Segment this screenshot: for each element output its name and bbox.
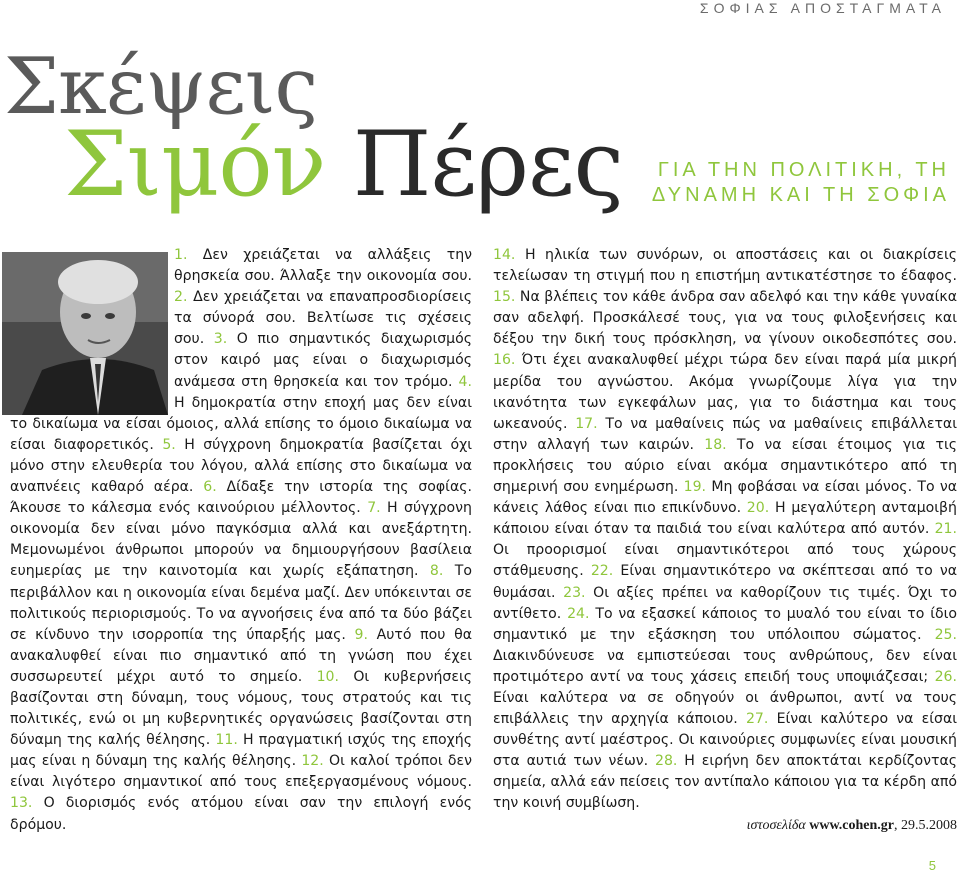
thought-4: 4. Η δημοκρατία στην εποχή μας δεν είναι το δικαίωμα να είσαι όμοιος, αλλά επίσης το όμοιο δικαίωμα να είσαι διαφορετικός. [10, 373, 472, 453]
thought-9: 9. Αυτό που θα ανακαλυφθεί είναι πιο σημαντικό από τη γνώση που έχει συσσωρευτεί μέχρι αυτό το σημείο. [10, 626, 472, 685]
thought-27: 27. Είναι καλύτερο να είσαι συνθέτης αντί μαέστρος. Οι καινούριες συμφωνίες είναι μουσική στα αυτιά των νέων. [493, 711, 958, 770]
thought-21: 21. Οι προορισμοί είναι σημαντικότεροι από τους χώρους στάθμευσης. [493, 521, 958, 580]
thought-6: 6. Δίδαξε την ιστορία της σοφίας. Άκουσε το κάλεσμα ενός καινούριου μέλλοντος. [10, 479, 472, 517]
thought-28: 28. Η ειρήνη δεν αποκτάται κερδίζοντας σημεία, αλλά εάν πείσεις τον αντίπαλο κάποιου για τα κέρδη από την κοινή συμβίωση. [493, 753, 958, 812]
thought-10: 10. Οι κυβερνήσεις βασίζονται στη δύναμη, τους νόμους, τους στρατούς και τις πολιτικές, ενώ οι μη κυβερνητικές οργανώσεις βασίζονται στη δύναμη της καλής θέλησης. [10, 668, 472, 749]
section-label: ΣΟΦΙΑΣ ΑΠΟΣΤΑΓΜΑΤΑ [699, 0, 946, 16]
thought-20: 20. Η μεγαλύτερη ανταμοιβή κάποιου είναι όταν τα παιδιά του είναι καλύτερα από αυτόν. [493, 500, 957, 538]
thought-24: 24. Το να εξασκεί κάποιος το μυαλό του είναι το ίδιο σημαντικό με την εξάσκηση του υπόλοιπου σώματος. [493, 605, 958, 643]
thought-15: 15. Να βλέπεις τον κάθε άνδρα σαν αδελφό και την κάθε γυναίκα σαν αδελφή. Προσκάλεσέ τους, για να τους φιλοξενήσεις και δέξου την δική τους πρόσκληση, να γίνουν οικοδεσπότες σου. [493, 289, 957, 348]
thought-5: 5. Η σύγχρονη δημοκρατία βασίζεται όχι μόνο στην ελευθερία του λόγου, αλλά επίσης στο δικαίωμα να αναπνέεις καθαρό αέρα. [10, 436, 472, 496]
source-credit: ιστοσελίδα www.cohen.gr, 29.5.2008 [746, 817, 957, 833]
thought-7: 7. Η σύγχρονη οικονομία δεν είναι μόνο παγκόσμια αλλά και ανεξάρτητη. Μεμονωμένοι άνθρωποι μπορούν να δημιουργήσουν βασίλεια ευημερίας με την καινοτομία και χωρίς εξάπατηση. [10, 500, 472, 580]
thought-18: 18. Το να είσαι έτοιμος για τις προκλήσεις του αύριο είναι ακόμα σημαντικότερο από τη σημερινή σου ενημέρωση. [493, 436, 958, 496]
title-thoughts: Σκέψεις [4, 42, 318, 132]
thought-25: 25. Διακινδύνευσε να εμπιστεύεσαι τους ανθρώπους, δεν είναι προτιμότερο αντί να τους χάσεις επειδή τους υποψιάζεσαι; [493, 626, 958, 685]
thought-11: 11. Η πραγματική ισχύς της εποχής μας είναι η δύναμη της καλής θέλησης. [10, 732, 473, 770]
thought-23: 23. Οι αξίες πρέπει να καθορίζουν τις τιμές. Όχι το αντίθετο. [493, 584, 958, 622]
thought-16: 16. Ότι έχει ανακαλυφθεί μέχρι τώρα δεν είναι παρά μία μικρή μερίδα του αγνώστου. Ακόμα γνωρίζουμε λίγα για την ικανότητα των εγκεφάλων μας, για το διάστημα και τους ωκεανούς. [493, 352, 957, 432]
title-last-name: Πέρες [352, 112, 623, 217]
thought-12: 12. Οι καλοί τρόποι δεν είναι λιγότερο σημαντικοί από τους επεξεργασμένους νόμους. [10, 753, 472, 791]
thought-8: 8. Το περιβάλλον και η οικονομία είναι δεμένα μαζί. Δεν υπόκεινται σε πολιτικούς περιορισμούς. Το να αγνοήσεις ένα από τα δύο βάζει σε κίνδυνο την ισορροπία της ύπαρξής μας. [10, 563, 473, 643]
column-right [493, 245, 957, 836]
thought-26: 26. Είναι καλύτερα να σε οδηγούν οι άνθρωποι, αντί να τους επιβάλλεις την αρχηγία κάποιου. [493, 668, 958, 728]
column-left [10, 245, 472, 836]
thought-14: 14. Η ηλικία των συνόρων, οι αποστάσεις και οι διακρίσεις τελείωσαν τη στιγμή που η επιστήμη αντικατέστησε το έδαφος. [493, 247, 957, 285]
subtitle-line-2: ΔΥΝΑΜΗ ΚΑΙ ΤΗ ΣΟΦΙΑ [651, 184, 950, 206]
thought-22: 22. Είναι σημαντικότερο να σκέπτεσαι από το να θυμάσαι. [493, 563, 958, 601]
source-link[interactable]: www.cohen.gr [809, 817, 894, 833]
thought-3: 3. Ο πιο σημαντικός διαχωρισμός στον καιρό μας είναι ο διαχωρισμός ανάμεσα στη θρησκεία και τον τρόμο. [174, 331, 473, 390]
thought-17: 17. Το να μαθαίνεις πώς να μαθαίνεις επιβάλλεται στην αλλαγή των καιρών. [493, 415, 957, 453]
title-first-name: Σιμόν [64, 112, 326, 217]
thought-19: 19. Μη φοβάσαι να είσαι μόνος. Το να κάνεις λάθος είναι πιο επικίνδυνο. [493, 479, 957, 517]
thought-13: 13. Ο διορισμός ενός ατόμου είναι σαν την επιλογή ενός δρόμου. [10, 795, 472, 833]
page-number: 5 [928, 858, 936, 873]
photo-space [10, 245, 174, 411]
thought-1: 1. Δεν χρειάζεται να αλλάξεις την θρησκεία σου. Άλλαξε την οικονομία σου. [174, 247, 472, 285]
thought-2: 2. Δεν χρειάζεται να επαναπροσδιορίσεις τα σύνορά σου. Βελτίωσε τις σχέσεις σου. [174, 289, 472, 348]
title-name [64, 112, 623, 217]
subtitle [652, 158, 950, 208]
subtitle-line-1: ΓΙΑ ΤΗΝ ΠΟΛΙΤΙΚΗ, ΤΗ [657, 159, 950, 181]
